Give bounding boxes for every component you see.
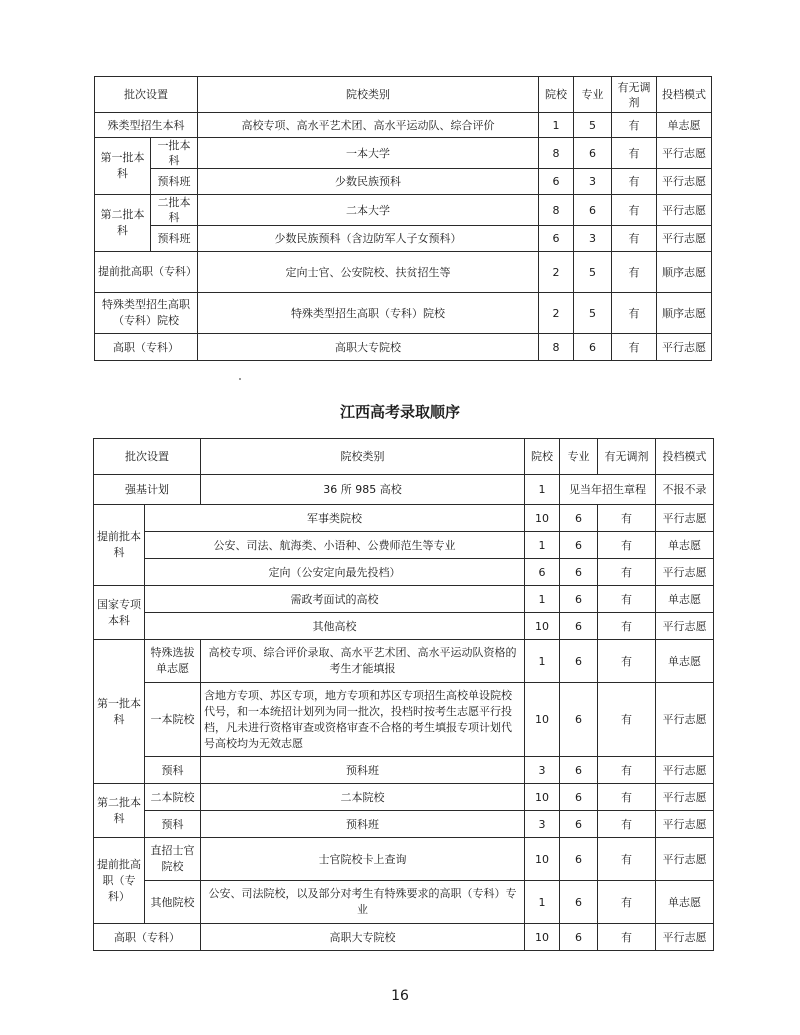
adjust-cell: 有 — [612, 195, 657, 226]
header-adjust: 有无调剂 — [598, 439, 656, 475]
schools-cell: 2 — [539, 293, 574, 334]
table-row — [95, 334, 712, 361]
batch-cell: 高职（专科） — [95, 334, 198, 361]
group-cell: 第一批本科 — [95, 138, 151, 195]
mode-cell: 平行志愿 — [657, 195, 712, 226]
majors-cell: 5 — [574, 293, 612, 334]
schools-cell: 1 — [525, 475, 560, 505]
sub-cell: 预科 — [145, 811, 201, 838]
schools-cell: 8 — [539, 195, 574, 226]
mode-cell: 单志愿 — [657, 113, 712, 138]
majors-cell: 6 — [560, 613, 598, 640]
adjust-cell: 有 — [598, 613, 656, 640]
schools-cell: 1 — [525, 532, 560, 559]
type-cell: 高职大专院校 — [198, 334, 539, 361]
mode-cell: 顺序志愿 — [657, 293, 712, 334]
table-row — [94, 640, 714, 683]
schools-cell: 1 — [539, 113, 574, 138]
sub-cell: 二本院校 — [145, 784, 201, 811]
table-row — [95, 195, 712, 226]
table-row — [94, 613, 714, 640]
group-cell: 第二批本科 — [95, 195, 151, 252]
schools-cell: 10 — [525, 784, 560, 811]
type-cell: 定向（公安定向最先投档） — [145, 559, 525, 586]
group-cell: 第一批本科 — [94, 640, 145, 784]
adjust-cell: 有 — [612, 252, 657, 293]
majors-cell: 6 — [560, 640, 598, 683]
majors-cell: 6 — [560, 757, 598, 784]
sub-cell: 预科 — [145, 757, 201, 784]
type-cell: 高职大专院校 — [201, 924, 525, 951]
schools-cell: 8 — [539, 334, 574, 361]
table-row — [95, 293, 712, 334]
batch-cell: 提前批高职（专科） — [95, 252, 198, 293]
table-row — [94, 586, 714, 613]
mode-cell: 平行志愿 — [657, 226, 712, 252]
majors-cell: 6 — [560, 505, 598, 532]
type-cell: 高校专项、高水平艺术团、高水平运动队、综合评价 — [198, 113, 539, 138]
scan-speck — [239, 378, 241, 380]
adjust-cell: 有 — [598, 586, 656, 613]
majors-cell: 6 — [560, 683, 598, 757]
mode-cell: 平行志愿 — [656, 683, 714, 757]
majors-cell: 6 — [574, 334, 612, 361]
header-schools: 院校 — [525, 439, 560, 475]
type-cell: 其他高校 — [145, 613, 525, 640]
table-row — [94, 784, 714, 811]
schools-cell: 8 — [539, 138, 574, 169]
header-batch: 批次设置 — [94, 439, 201, 475]
type-cell: 含地方专项、苏区专项，地方专项和苏区专项招生高校单设院校代号，和一本统招计划列为同一批次，投档时按考生志愿平行投档，凡未进行资格审查或资格审查不合格的考生填报专项计划代号高校均为无效志愿 — [201, 683, 525, 757]
type-cell: 预科班 — [201, 811, 525, 838]
header-mode: 投档模式 — [657, 77, 712, 113]
mode-cell: 单志愿 — [656, 881, 714, 924]
sub-cell: 其他院校 — [145, 881, 201, 924]
table-row — [95, 113, 712, 138]
table-row — [94, 559, 714, 586]
adjust-cell: 有 — [598, 505, 656, 532]
mode-cell: 平行志愿 — [657, 138, 712, 169]
schools-cell: 10 — [525, 613, 560, 640]
majors-cell: 6 — [560, 838, 598, 881]
schools-cell: 10 — [525, 924, 560, 951]
mode-cell: 平行志愿 — [656, 559, 714, 586]
type-cell: 特殊类型招生高职（专科）院校 — [198, 293, 539, 334]
type-cell: 少数民族预科 — [198, 169, 539, 195]
adjust-cell: 有 — [612, 226, 657, 252]
admission-table-2 — [93, 438, 714, 951]
section-title: 江西高考录取顺序 — [339, 403, 460, 421]
group-cell: 第二批本科 — [94, 784, 145, 838]
type-cell: 少数民族预科（含边防军人子女预科） — [198, 226, 539, 252]
sub-cell: 预科班 — [151, 226, 198, 252]
schools-cell: 10 — [525, 838, 560, 881]
majors-cell: 6 — [560, 532, 598, 559]
type-cell: 36 所 985 高校 — [201, 475, 525, 505]
schools-cell: 6 — [539, 226, 574, 252]
type-cell: 士官院校卡上查询 — [201, 838, 525, 881]
table-row — [94, 475, 714, 505]
sub-cell: 一本院校 — [145, 683, 201, 757]
table-row — [94, 505, 714, 532]
adjust-cell: 有 — [612, 113, 657, 138]
majors-cell: 5 — [574, 252, 612, 293]
adjust-cell: 有 — [598, 532, 656, 559]
majors-cell: 6 — [560, 881, 598, 924]
header-majors: 专业 — [574, 77, 612, 113]
type-cell: 公安、司法、航海类、小语种、公费师范生等专业 — [145, 532, 525, 559]
adjust-cell: 有 — [598, 924, 656, 951]
adjust-cell: 有 — [612, 169, 657, 195]
table-row — [95, 226, 712, 252]
header-batch: 批次设置 — [95, 77, 198, 113]
majors-cell: 5 — [574, 113, 612, 138]
mode-cell: 平行志愿 — [656, 811, 714, 838]
header-majors: 专业 — [560, 439, 598, 475]
sub-cell: 特殊选拔单志愿 — [145, 640, 201, 683]
schools-cell: 10 — [525, 505, 560, 532]
mode-cell: 平行志愿 — [657, 169, 712, 195]
table-row — [94, 757, 714, 784]
table-header-row — [94, 439, 714, 475]
adjust-cell: 有 — [612, 334, 657, 361]
adjust-cell: 有 — [598, 640, 656, 683]
type-cell: 二本大学 — [198, 195, 539, 226]
adjust-cell: 有 — [598, 757, 656, 784]
table-row — [94, 532, 714, 559]
type-cell: 军事类院校 — [145, 505, 525, 532]
batch-cell: 殊类型招生本科 — [95, 113, 198, 138]
mode-cell: 平行志愿 — [656, 505, 714, 532]
adjust-cell: 有 — [598, 838, 656, 881]
table-row — [95, 252, 712, 293]
mode-cell: 平行志愿 — [656, 924, 714, 951]
mode-cell: 单志愿 — [656, 640, 714, 683]
batch-cell: 强基计划 — [94, 475, 201, 505]
sub-cell: 二批本科 — [151, 195, 198, 226]
table-row — [94, 924, 714, 951]
batch-cell: 高职（专科） — [94, 924, 201, 951]
table-row — [95, 138, 712, 169]
schools-cell: 1 — [525, 881, 560, 924]
sub-cell: 预科班 — [151, 169, 198, 195]
header-type: 院校类别 — [201, 439, 525, 475]
type-cell: 公安、司法院校，以及部分对考生有特殊要求的高职（专科）专业 — [201, 881, 525, 924]
header-mode: 投档模式 — [656, 439, 714, 475]
schools-cell: 3 — [525, 757, 560, 784]
table-row — [94, 881, 714, 924]
adjust-cell: 有 — [598, 811, 656, 838]
schools-cell: 6 — [525, 559, 560, 586]
type-cell: 高校专项、综合评价录取、高水平艺术团、高水平运动队资格的考生才能填报 — [201, 640, 525, 683]
adjust-cell: 有 — [598, 881, 656, 924]
group-cell: 国家专项本科 — [94, 586, 145, 640]
adjust-cell: 有 — [598, 559, 656, 586]
schools-cell: 6 — [539, 169, 574, 195]
table-header-row — [95, 77, 712, 113]
adjust-cell: 有 — [598, 683, 656, 757]
header-type: 院校类别 — [198, 77, 539, 113]
mode-cell: 单志愿 — [656, 586, 714, 613]
sub-cell: 直招士官院校 — [145, 838, 201, 881]
table-row — [94, 683, 714, 757]
type-cell: 一本大学 — [198, 138, 539, 169]
majors-cell: 3 — [574, 226, 612, 252]
majors-cell: 3 — [574, 169, 612, 195]
schools-cell: 3 — [525, 811, 560, 838]
majors-cell: 6 — [574, 195, 612, 226]
admission-table-1 — [94, 76, 712, 361]
type-cell: 预科班 — [201, 757, 525, 784]
group-cell: 提前批高职（专科） — [94, 838, 145, 924]
group-cell: 提前批本科 — [94, 505, 145, 586]
mode-cell: 平行志愿 — [656, 838, 714, 881]
type-cell: 定向士官、公安院校、扶贫招生等 — [198, 252, 539, 293]
majors-cell: 见当年招生章程 — [560, 475, 656, 505]
majors-cell: 6 — [560, 559, 598, 586]
table-row — [95, 169, 712, 195]
page-number: 16 — [391, 988, 409, 1004]
sub-cell: 一批本科 — [151, 138, 198, 169]
schools-cell: 10 — [525, 683, 560, 757]
type-cell: 需政考面试的高校 — [145, 586, 525, 613]
mode-cell: 不报不录 — [656, 475, 714, 505]
schools-cell: 2 — [539, 252, 574, 293]
majors-cell: 6 — [560, 784, 598, 811]
adjust-cell: 有 — [612, 293, 657, 334]
majors-cell: 6 — [560, 924, 598, 951]
mode-cell: 平行志愿 — [656, 784, 714, 811]
schools-cell: 1 — [525, 640, 560, 683]
batch-cell: 特殊类型招生高职（专科）院校 — [95, 293, 198, 334]
majors-cell: 6 — [560, 811, 598, 838]
schools-cell: 1 — [525, 586, 560, 613]
table-row — [94, 811, 714, 838]
majors-cell: 6 — [574, 138, 612, 169]
mode-cell: 平行志愿 — [656, 757, 714, 784]
mode-cell: 顺序志愿 — [657, 252, 712, 293]
adjust-cell: 有 — [612, 138, 657, 169]
mode-cell: 单志愿 — [656, 532, 714, 559]
mode-cell: 平行志愿 — [656, 613, 714, 640]
type-cell: 二本院校 — [201, 784, 525, 811]
header-adjust: 有无调剂 — [612, 77, 657, 113]
header-schools: 院校 — [539, 77, 574, 113]
adjust-cell: 有 — [598, 784, 656, 811]
majors-cell: 6 — [560, 586, 598, 613]
table-row — [94, 838, 714, 881]
mode-cell: 平行志愿 — [657, 334, 712, 361]
